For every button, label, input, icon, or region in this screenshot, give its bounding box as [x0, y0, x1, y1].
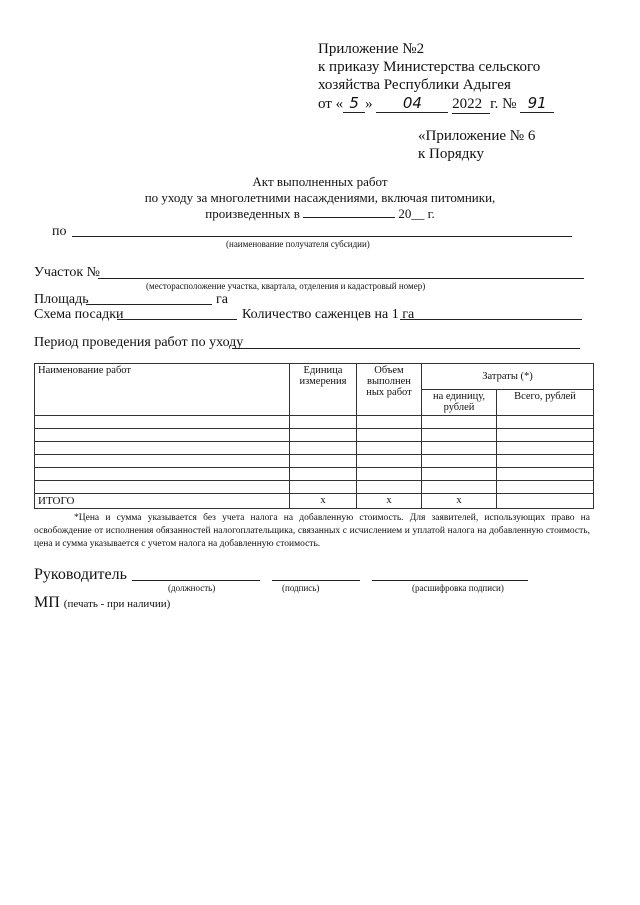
annex6-line-1: «Приложение № 6	[418, 128, 536, 144]
year-suffix: г. №	[490, 96, 517, 112]
period-month-field[interactable]	[303, 217, 395, 218]
period-label: Период проведения работ по уходу	[34, 335, 244, 350]
recipient-caption: (наименование получателя субсидии)	[226, 239, 370, 249]
date-prefix: от «	[318, 96, 344, 112]
table-row	[35, 429, 594, 442]
period-prefix: произведенных в	[205, 206, 300, 221]
col-costs-header: Затраты (*)	[422, 364, 594, 390]
total-volume: х	[357, 494, 422, 509]
total-sum[interactable]	[497, 494, 594, 509]
total-label: ИТОГО	[35, 494, 290, 509]
area-field[interactable]	[86, 304, 212, 305]
position-caption: (должность)	[168, 583, 216, 593]
works-table	[34, 363, 594, 509]
mp-caption: (печать - при наличии)	[63, 598, 171, 610]
date-month: 04	[376, 94, 448, 113]
act-period-line	[0, 206, 640, 222]
table-row	[35, 455, 594, 468]
col-work-header: Наименование работ	[35, 364, 290, 416]
table-row	[35, 442, 594, 455]
scheme-label: Схема посадки	[34, 307, 124, 322]
plot-field[interactable]	[98, 278, 584, 279]
signature-field[interactable]	[272, 580, 360, 581]
col-per-unit-header: на единицу, рублей	[422, 390, 497, 416]
period-field[interactable]	[232, 348, 580, 349]
signature-caption: (подпись)	[282, 583, 320, 593]
mp-line	[34, 594, 170, 612]
po-label: по	[52, 224, 67, 239]
date-mid: »	[365, 96, 373, 112]
plot-label: Участок №	[34, 265, 100, 280]
annex6-line-2: к Порядку	[418, 146, 484, 162]
annex6-header	[418, 127, 535, 163]
total-row	[35, 494, 594, 509]
total-per-unit: х	[422, 494, 497, 509]
area-unit: га	[216, 292, 228, 307]
date-year: 2022	[452, 95, 490, 114]
decoding-caption: (расшифровка подписи)	[412, 583, 504, 593]
recipient-field[interactable]	[72, 236, 572, 237]
area-label: Площадь	[34, 292, 89, 307]
position-field[interactable]	[132, 580, 260, 581]
mp-label: МП	[34, 594, 60, 611]
vat-note-text: *Цена и сумма указывается без учета налога на добавленную стоимость. Для заявителей, использующих право на освобождение от исполнения обязанностей налогоплательщика, связанных с исчислением и уплатой налога на добавленную стоимость, цена и сумма указывается с учетом налога на добавленную стоимость.	[34, 513, 590, 549]
col-volume-header: Объем выполнен ных работ	[357, 364, 422, 416]
annex-line-1: Приложение №2	[318, 41, 425, 57]
annex-line-3: хозяйства Республики Адыгея	[318, 77, 511, 93]
table-row	[35, 481, 594, 494]
plot-caption: (месторасположение участка, квартала, отделения и кадастровый номер)	[146, 281, 426, 291]
table-row	[35, 416, 594, 429]
annex-date-line	[318, 94, 618, 114]
table-row	[35, 468, 594, 481]
head-label: Руководитель	[34, 566, 127, 583]
act-title: Акт выполненных работ	[252, 174, 388, 189]
order-number: 91	[520, 94, 554, 113]
annex-header	[318, 40, 618, 114]
col-unit-header: Единица измерения	[290, 364, 357, 416]
annex-line-2: к приказу Министерства сельского	[318, 59, 541, 75]
vat-note	[34, 512, 590, 551]
act-subtitle: по уходу за многолетними насаждениями, включая питомники,	[144, 190, 496, 205]
seedlings-label: Количество саженцев на 1 га	[242, 307, 415, 322]
col-total-header: Всего, рублей	[497, 390, 594, 416]
total-unit: х	[290, 494, 357, 509]
decoding-field[interactable]	[372, 580, 528, 581]
date-day: 5	[343, 94, 365, 113]
period-year: 20__ г.	[398, 206, 435, 221]
seedlings-field[interactable]	[400, 319, 582, 320]
scheme-field[interactable]	[117, 319, 237, 320]
